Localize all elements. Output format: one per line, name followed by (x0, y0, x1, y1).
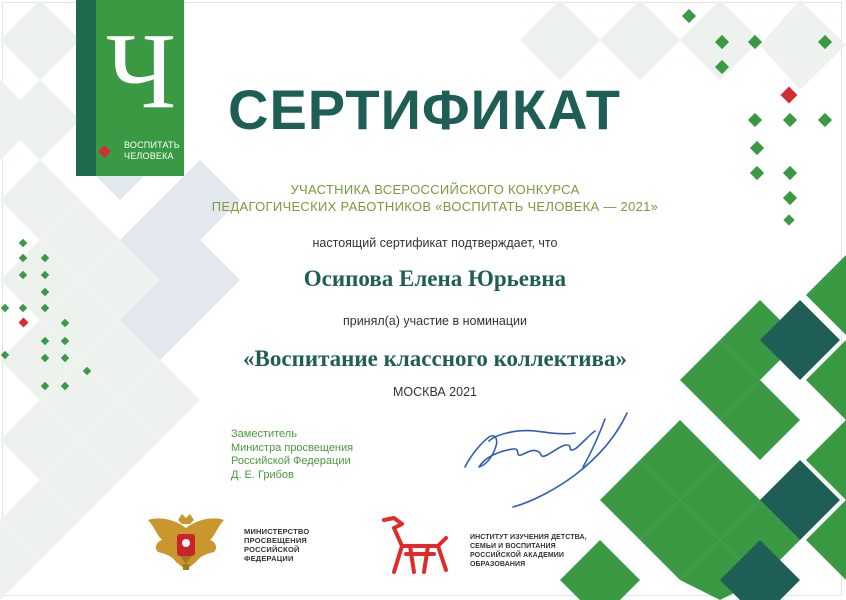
signer-block (231, 428, 353, 482)
subtitle-line2: ПЕДАГОГИЧЕСКИХ РАБОТНИКОВ «ВОСПИТАТЬ ЧЕЛОВЕКА — 2021» (211, 199, 659, 214)
logo-letter: Ч (106, 12, 177, 131)
ministry-line1: МИНИСТЕРСТВО (244, 527, 310, 536)
handwritten-signature (455, 405, 645, 515)
coat-of-arms-emblem (146, 512, 226, 576)
signer-name: Д. Е. Грибов (231, 468, 294, 481)
contest-logo (76, 0, 184, 176)
logo-caption-line1: ВОСПИТАТЬ (124, 140, 180, 150)
ministry-name (244, 527, 309, 563)
ministry-line2: ПРОСВЕЩЕНИЯ (244, 536, 308, 545)
institute-line1: ИНСТИТУТ ИЗУЧЕНИЯ ДЕТСТВА, (470, 534, 587, 541)
institute-horse-logo (380, 514, 452, 578)
logo-caption-line2: ЧЕЛОВЕКА (124, 151, 174, 161)
signer-line1: Заместитель (231, 428, 297, 440)
certificate-title: СЕРТИФИКАТ (228, 78, 621, 141)
certificate-subtitle (180, 181, 690, 215)
institute-line3: РОССИЙСКОЙ АКАДЕМИИ (470, 552, 565, 559)
participation-text: принял(а) участие в номинации (342, 314, 528, 328)
logo-red-diamond (98, 145, 111, 158)
city-year: МОСКВА 2021 (393, 385, 477, 399)
nomination-title: «Воспитание классного коллектива» (243, 346, 627, 371)
logo-caption (124, 140, 180, 162)
logo-stripe (76, 0, 96, 176)
ministry-line4: ФЕДЕРАЦИИ (244, 554, 294, 563)
subtitle-line1: УЧАСТНИКА ВСЕРОССИЙСКОГО КОНКУРСА (290, 182, 580, 197)
recipient-name: Осипова Елена Юрьевна (303, 266, 567, 291)
institute-name (470, 533, 587, 569)
confirm-text: настоящий сертификат подтверждает, что (312, 236, 558, 250)
signer-line2: Министра просвещения (231, 441, 354, 454)
signer-line3: Российской Федерации (231, 455, 351, 467)
institute-line4: ОБРАЗОВАНИЯ (470, 561, 526, 568)
institute-line2: СЕМЬИ И ВОСПИТАНИЯ (470, 543, 556, 550)
ministry-line3: РОССИЙСКОЙ (244, 545, 300, 554)
